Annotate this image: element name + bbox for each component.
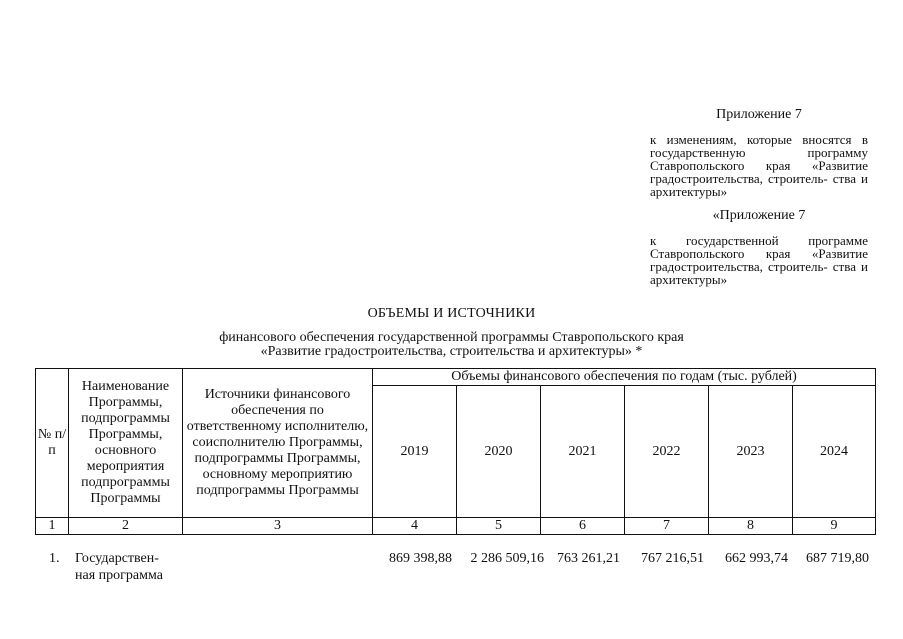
appendix-title-2: «Приложение 7 <box>712 208 806 223</box>
appendix-text: к изменениям, которые вносятся в государственную программу Ставропольского края «Развитие градостроительства, строитель- ства и архитектуры» <box>650 132 868 199</box>
column-number: 6 <box>541 518 625 535</box>
column-number: 2 <box>69 518 183 535</box>
header-year: 2021 <box>541 386 625 518</box>
header-year: 2022 <box>625 386 709 518</box>
column-number: 4 <box>373 518 457 535</box>
document-subtitle <box>0 331 903 359</box>
column-number: 9 <box>793 518 876 535</box>
column-number: 1 <box>36 518 69 535</box>
document-title: ОБЪЕМЫ И ИСТОЧНИКИ <box>367 306 536 321</box>
row-value-2021: 763 261,21 <box>557 551 620 566</box>
header-year: 2024 <box>793 386 876 518</box>
row-value-2020: 2 286 509,16 <box>470 551 544 566</box>
header-volumes: Объемы финансового обеспечения по годам (тыс. рублей) <box>373 369 876 386</box>
column-number: 3 <box>183 518 373 535</box>
column-number: 8 <box>709 518 793 535</box>
row-number: 1. <box>49 551 60 566</box>
header-year: 2023 <box>709 386 793 518</box>
header-number: № п/п <box>36 369 69 518</box>
row-name-line-1: Государствен- <box>75 551 159 566</box>
subtitle-line-2: «Развитие градостроительства, строительства и архитектуры» * <box>260 344 643 359</box>
row-value-2023: 662 993,74 <box>725 551 788 566</box>
subtitle-line-1: финансового обеспечения государственной программы Ставропольского края <box>219 330 684 345</box>
row-value-2019: 869 398,88 <box>389 551 452 566</box>
appendix-title: Приложение 7 <box>716 107 802 122</box>
row-value-2022: 767 216,51 <box>641 551 704 566</box>
column-number: 5 <box>457 518 541 535</box>
header-year: 2020 <box>457 386 541 518</box>
column-number: 7 <box>625 518 709 535</box>
row-value-2024: 687 719,80 <box>806 551 869 566</box>
appendix-text-2: к государственной программе Ставропольского края «Развитие градостроительства, строитель- ства и архитектуры» <box>650 233 868 287</box>
row-name-line-2: ная программа <box>75 568 163 583</box>
header-year: 2019 <box>373 386 457 518</box>
header-source: Источники финансового обеспечения по ответственному исполнителю, соисполнителю Программы, подпрограммы Программы, основному мероприятию подпрограммы Программы <box>183 369 373 518</box>
header-name: Наименование Программы, подпрограммы Программы, основного мероприятия подпрограммы Программы <box>69 369 183 518</box>
financing-table <box>35 368 876 535</box>
row-name <box>75 550 175 584</box>
